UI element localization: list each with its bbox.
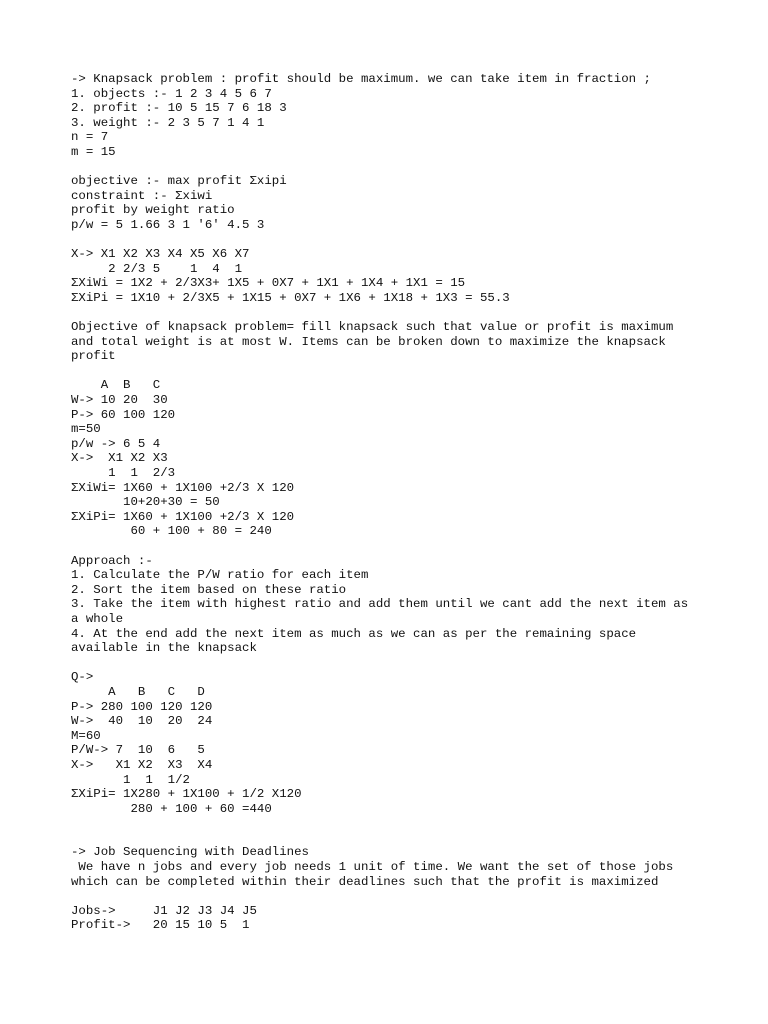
text-line: 3. Take the item with highest ratio and add them until we cant add the next item as (71, 597, 689, 612)
text-line: ΣXiWi = 1X2 + 2/3X3+ 1X5 + 0X7 + 1X1 + 1X4 + 1X1 = 15 (71, 276, 466, 291)
text-line: 1 1 2/3 (71, 466, 176, 481)
text-line: P-> 60 100 120 (71, 407, 176, 422)
text-line: 2. profit :- 10 5 15 7 6 18 3 (71, 101, 287, 116)
text-line: ΣXiPi = 1X10 + 2/3X5 + 1X15 + 0X7 + 1X6 + 1X18 + 1X3 = 55.3 (71, 290, 510, 305)
blank-line (71, 539, 711, 554)
blank-line (71, 889, 711, 904)
text-line: X-> X1 X2 X3 (71, 451, 168, 466)
blank-line (71, 816, 711, 831)
blank-line (71, 656, 711, 671)
document-page (71, 72, 711, 933)
text-line: 4. At the end add the next item as much as we can as per the remaining space (71, 626, 637, 641)
text-line: X-> X1 X2 X3 X4 (71, 757, 213, 772)
text-line: profit (71, 349, 116, 364)
text-line: 60 + 100 + 80 = 240 (71, 524, 272, 539)
text-line: which can be completed within their deadlines such that the profit is maximized (71, 874, 659, 889)
text-line: X-> X1 X2 X3 X4 X5 X6 X7 (71, 247, 250, 262)
text-line: available in the knapsack (71, 641, 257, 656)
text-line: 1 1 1/2 (71, 772, 190, 787)
text-line: n = 7 (71, 130, 109, 145)
text-line: ΣXiWi= 1X60 + 1X100 +2/3 X 120 (71, 480, 295, 495)
text-line: 2. Sort the item based on these ratio (71, 582, 347, 597)
text-line: Q-> (71, 670, 94, 685)
blank-line (71, 306, 711, 321)
text-line: W-> 40 10 20 24 (71, 714, 213, 729)
text-line: -> Knapsack problem : profit should be maximum. we can take item in fraction ; (71, 72, 651, 86)
blank-line (71, 233, 711, 248)
text-line: ΣXiPi= 1X280 + 1X100 + 1/2 X120 (71, 787, 302, 802)
text-line: a whole (71, 611, 124, 626)
text-line: Approach :- (71, 553, 153, 568)
text-line: Profit-> 20 15 10 5 1 (71, 918, 250, 933)
text-line: Jobs-> J1 J2 J3 J4 J5 (71, 903, 257, 918)
text-line: 2 2/3 5 1 4 1 (71, 261, 243, 276)
text-line: 1. objects :- 1 2 3 4 5 6 7 (71, 86, 272, 101)
text-line: P-> 280 100 120 120 (71, 699, 213, 714)
text-line: constraint :- Σxiwi (71, 188, 213, 203)
text-line: We have n jobs and every job needs 1 unit of time. We want the set of those jobs (71, 860, 674, 875)
text-line: and total weight is at most W. Items can be broken down to maximize the knapsack (71, 334, 666, 349)
text-line: m=50 (71, 422, 101, 437)
text-line: objective :- max profit Σxipi (71, 174, 287, 189)
text-line: -> Job Sequencing with Deadlines (71, 845, 309, 860)
text-line: 3. weight :- 2 3 5 7 1 4 1 (71, 115, 265, 130)
text-line: p/w -> 6 5 4 (71, 436, 161, 451)
text-line: P/W-> 7 10 6 5 (71, 743, 205, 758)
blank-line (71, 160, 711, 175)
text-line: profit by weight ratio (71, 203, 235, 218)
text-line: 10+20+30 = 50 (71, 495, 220, 510)
text-line: Objective of knapsack problem= fill knapsack such that value or profit is maximum (71, 320, 674, 335)
text-line: ΣXiPi= 1X60 + 1X100 +2/3 X 120 (71, 509, 295, 524)
text-line: p/w = 5 1.66 3 1 '6' 4.5 3 (71, 217, 265, 232)
blank-line (71, 831, 711, 846)
text-line: A B C (71, 378, 161, 393)
text-line: M=60 (71, 728, 101, 743)
blank-line (71, 364, 711, 379)
text-line: A B C D (71, 684, 205, 699)
text-line: 280 + 100 + 60 =440 (71, 801, 272, 816)
text-line: W-> 10 20 30 (71, 393, 168, 408)
text-line: 1. Calculate the P/W ratio for each item (71, 568, 369, 583)
text-line: m = 15 (71, 144, 116, 159)
